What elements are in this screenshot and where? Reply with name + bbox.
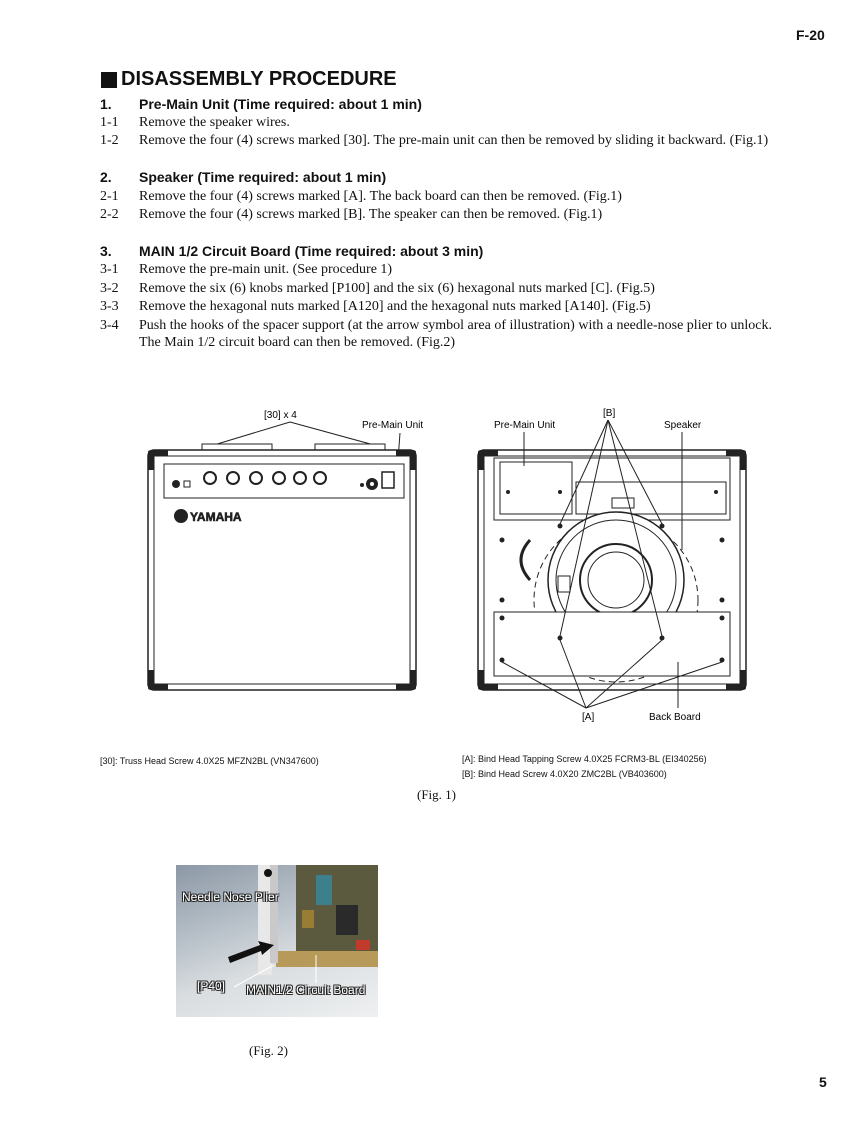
step-text: Remove the pre-main unit. (See procedure 1): [139, 262, 393, 277]
step-text: Remove the four (4) screws marked [A]. The back board can then be removed. (Fig.1): [139, 189, 622, 204]
note-b: [B]: Bind Head Screw 4.0X20 ZMC2BL (VB403600): [462, 769, 667, 779]
step-text: Remove the speaker wires.: [139, 115, 290, 130]
screw-30-label: [30] x 4: [264, 410, 297, 421]
main-board-label: MAIN1/2 Circuit Board: [246, 983, 366, 997]
step-text: Remove the four (4) screws marked [30]. The pre-main unit can then be removed by sliding it backward. (Fig.1): [139, 133, 769, 148]
step-text: Remove the hexagonal nuts marked [A120] and the hexagonal nuts marked [A140]. (Fig.5): [139, 299, 651, 314]
amp-front-drawing: [140, 400, 430, 700]
step-number: 2-2: [100, 207, 119, 222]
step-text: Remove the six (6) knobs marked [P100] and the six (6) hexagonal nuts marked [C]. (Fig.5): [139, 281, 655, 296]
step-number: 1-2: [100, 133, 119, 148]
pre-main-unit-label: Pre-Main Unit: [362, 420, 424, 431]
step-2-1: [100, 188, 622, 206]
step-3-1: [100, 261, 392, 279]
step-1-2: [100, 132, 768, 150]
section-2-heading: [100, 169, 386, 185]
page-code: F-20: [796, 27, 825, 43]
step-1-1: [100, 114, 290, 132]
section-number: 3.: [100, 243, 112, 259]
p40-label: [P40]: [197, 979, 226, 993]
page-number: 5: [819, 1074, 827, 1090]
page-title: [101, 68, 397, 91]
needle-nose-plier-label: Needle Nose Plier: [182, 890, 279, 904]
step-number: 3-1: [100, 262, 119, 277]
section-title: MAIN 1/2 Circuit Board (Time required: about 3 min): [139, 243, 484, 259]
figure-1-front: [140, 400, 430, 700]
step-number: 1-1: [100, 115, 119, 130]
figure-1-rear: [470, 400, 760, 730]
speaker-label: Speaker: [664, 420, 702, 431]
section-title: Speaker (Time required: about 1 min): [139, 169, 387, 185]
step-number: 3-2: [100, 281, 119, 296]
back-board-label: Back Board: [649, 712, 701, 723]
title-square-icon: [101, 72, 117, 88]
note-a: [A]: Bind Head Tapping Screw 4.0X25 FCRM3-BL (EI340256): [462, 754, 707, 764]
rear-pre-main-unit-label: Pre-Main Unit: [494, 420, 556, 431]
step-3-2: [100, 280, 655, 298]
step-3-4-continuation: The Main 1/2 circuit board can then be removed. (Fig.2): [139, 335, 456, 350]
screw-b-label: [B]: [603, 408, 616, 419]
step-number: 3-4: [100, 318, 119, 333]
section-title: Pre-Main Unit (Time required: about 1 min): [139, 96, 422, 112]
step-number: 3-3: [100, 299, 119, 314]
page-title-text: DISASSEMBLY PROCEDURE: [121, 68, 397, 90]
section-3-heading: [100, 243, 483, 259]
step-3-4: [100, 317, 772, 335]
figure-2-caption: (Fig. 2): [249, 1043, 288, 1058]
note-30: [30]: Truss Head Screw 4.0X25 MFZN2BL (VN347600): [100, 756, 319, 766]
step-number: 2-1: [100, 189, 119, 204]
figure-1-caption: (Fig. 1): [417, 787, 456, 802]
yamaha-logo: YAMAHA: [190, 510, 242, 524]
section-number: 2.: [100, 169, 112, 185]
screw-a-label: [A]: [582, 712, 595, 723]
section-number: 1.: [100, 96, 112, 112]
step-3-3: [100, 298, 651, 316]
step-text: Remove the four (4) screws marked [B]. The speaker can then be removed. (Fig.1): [139, 207, 603, 222]
step-2-2: [100, 206, 602, 224]
figure-2-photo: [176, 865, 378, 1017]
section-1-heading: [100, 96, 422, 112]
amp-rear-drawing: [470, 400, 760, 730]
step-text: Push the hooks of the spacer support (at the arrow symbol area of illustration) with a needle-nose plier to unlock.: [139, 318, 772, 333]
